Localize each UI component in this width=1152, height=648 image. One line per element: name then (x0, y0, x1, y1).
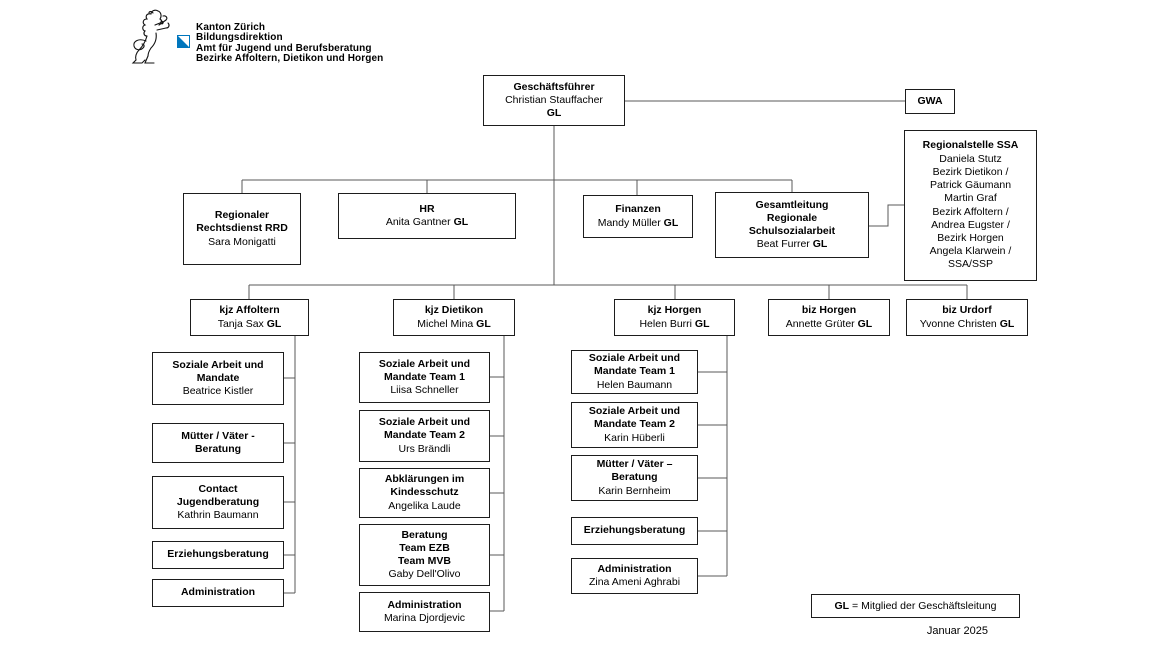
person-name: Liisa Schneller (390, 384, 459, 397)
person-name: Karin Hüberli (604, 431, 665, 444)
person-name: Helen Baumann (596, 378, 673, 391)
logo-line: Amt für Jugend und Berufsberatung (196, 42, 372, 54)
person-name: Mandy Müller GL (597, 216, 679, 229)
person-name: Sara Monigatti (208, 235, 276, 248)
box-regionalstelle-ssa (904, 130, 1037, 281)
team-title: Soziale Arbeit und (588, 405, 681, 418)
unit-title: kjz Horgen (647, 304, 702, 317)
logo-line: Kanton Zürich (196, 22, 266, 33)
team-title: Administration (180, 586, 256, 599)
box-horgen-team1 (571, 350, 698, 394)
person-name: Michel Mina GL (417, 317, 491, 330)
person-name: Angelika Laude (388, 499, 461, 512)
box-affoltern-administration (152, 579, 284, 607)
gl-tag: GL (546, 107, 562, 120)
person-name: Zina Ameni Aghrabi (588, 576, 681, 588)
team-title: Beratung (194, 443, 242, 455)
role-title: Geschäftsführer (513, 80, 595, 93)
box-rechtsdienst-rrd (183, 193, 301, 265)
person-name: Daniela Stutz (939, 152, 1002, 165)
team-title: Contact (198, 482, 238, 495)
unit-title: biz Urdorf (942, 304, 992, 317)
box-dietikon-team2 (359, 410, 490, 462)
team-title: Mandate Team 2 (384, 429, 465, 442)
person-name: Andrea Eugster / (931, 218, 1010, 231)
role-title: Schulsozialarbeit (748, 225, 836, 237)
team-title: Soziale Arbeit und (378, 357, 471, 370)
team-title: Team EZB (399, 541, 450, 554)
gl-legend (811, 594, 1020, 618)
team-title: Abklärungen im (384, 473, 465, 486)
person-name: Helen Burri GL (639, 317, 710, 330)
zuerich-flag-icon (177, 35, 190, 48)
box-affoltern-contact-jugendberatung (152, 476, 284, 529)
logo-line: Bildungsdirektion (196, 32, 283, 44)
box-dietikon-team1 (359, 352, 490, 403)
team-title: Soziale Arbeit und (588, 352, 681, 365)
person-name: Patrick Gäumann (929, 179, 1012, 192)
team-title: Beratung (401, 528, 448, 541)
team-title: Kindesschutz (390, 486, 459, 499)
person-name: Beat Furrer GL (756, 238, 828, 251)
person-name: Anita Gantner GL (385, 216, 469, 228)
region-label: Bezirk Horgen (937, 231, 1004, 244)
person-name: Christian Stauffacher (505, 93, 603, 106)
region-label: Bezirk Affoltern / (932, 205, 1009, 218)
person-name: Kathrin Baumann (177, 509, 259, 522)
role-title: Finanzen (615, 203, 661, 216)
person-name: Tanja Sax GL (217, 317, 282, 330)
team-title: Soziale Arbeit und (172, 358, 264, 371)
box-gesamtleitung-schulsozialarbeit (715, 192, 869, 258)
person-name: Yvonne Christen GL (919, 317, 1015, 330)
team-title: Administration (387, 598, 462, 611)
unit-title: biz Horgen (801, 304, 857, 317)
box-finanzen (583, 195, 693, 238)
person-name: Angela Klarwein / (929, 245, 1012, 258)
team-title: Soziale Arbeit und (378, 416, 471, 429)
team-title: Beratung (611, 471, 658, 484)
box-horgen-muetter-vaeter (571, 455, 698, 501)
box-dietikon-kindesschutz (359, 468, 490, 518)
box-affoltern-muetter-vaeter (152, 423, 284, 463)
box-affoltern-soziale-arbeit (152, 352, 284, 405)
role-title: Gesamtleitung (755, 198, 829, 211)
person-name: Karin Bernheim (598, 484, 671, 497)
team-title: Administration (597, 562, 672, 575)
role-title: HR (419, 202, 435, 215)
team-title: Mütter / Väter - (181, 429, 255, 442)
role-title: Regionale (766, 211, 818, 224)
role-title: GWA (917, 94, 943, 107)
team-title: Mütter / Väter – (596, 458, 673, 471)
person-name: Beatrice Kistler (182, 385, 254, 398)
box-biz-urdorf (906, 299, 1028, 336)
box-horgen-administration (571, 558, 698, 594)
unit-title: kjz Dietikon (424, 304, 484, 317)
box-kjz-affoltern (190, 299, 309, 336)
team-title: Mandate Team 1 (594, 365, 675, 378)
person-name: Gaby Dell'Olivo (388, 568, 461, 581)
box-gwa (905, 89, 955, 114)
box-hr (338, 193, 516, 239)
logo-line: Bezirke Affoltern, Dietikon und Horgen (196, 53, 384, 65)
date-label: Januar 2025 (926, 625, 988, 637)
team-title: Erziehungsberatung (583, 524, 686, 537)
team-title: Mandate Team 2 (594, 418, 675, 431)
person-name: Annette Grüter GL (785, 317, 873, 330)
box-horgen-team2 (571, 402, 698, 448)
role-title: Regionalstelle SSA (922, 139, 1019, 152)
unit-label: SSA/SSP (948, 258, 993, 271)
box-dietikon-administration (359, 592, 490, 632)
box-biz-horgen (768, 299, 890, 336)
role-title: Regionaler (214, 209, 270, 222)
team-title: Jugendberatung (176, 495, 260, 508)
box-affoltern-erziehungsberatung (152, 541, 284, 569)
box-kjz-horgen (614, 299, 735, 336)
box-geschaeftsfuehrer (483, 75, 625, 126)
person-name: Urs Brändli (398, 442, 451, 455)
box-kjz-dietikon (393, 299, 515, 336)
team-title: Erziehungsberatung (167, 548, 269, 561)
logo-wordmark (196, 23, 383, 65)
team-title: Team MVB (398, 555, 451, 567)
gl-legend-text: GL = Mitglied der Geschäftsleitung (834, 600, 997, 612)
box-horgen-erziehungsberatung (571, 517, 698, 545)
region-label: Bezirk Dietikon / (932, 165, 1009, 178)
team-title: Mandate Team 1 (384, 370, 465, 383)
person-name: Martin Graf (944, 192, 997, 205)
person-name: Marina Djordjevic (383, 612, 466, 624)
role-title: Rechtsdienst RRD (196, 222, 288, 235)
team-title: Mandate (196, 371, 240, 384)
unit-title: kjz Affoltern (219, 304, 280, 317)
kanton-zuerich-lion-icon (122, 8, 174, 64)
box-dietikon-beratung-ezb-mvb (359, 524, 490, 586)
